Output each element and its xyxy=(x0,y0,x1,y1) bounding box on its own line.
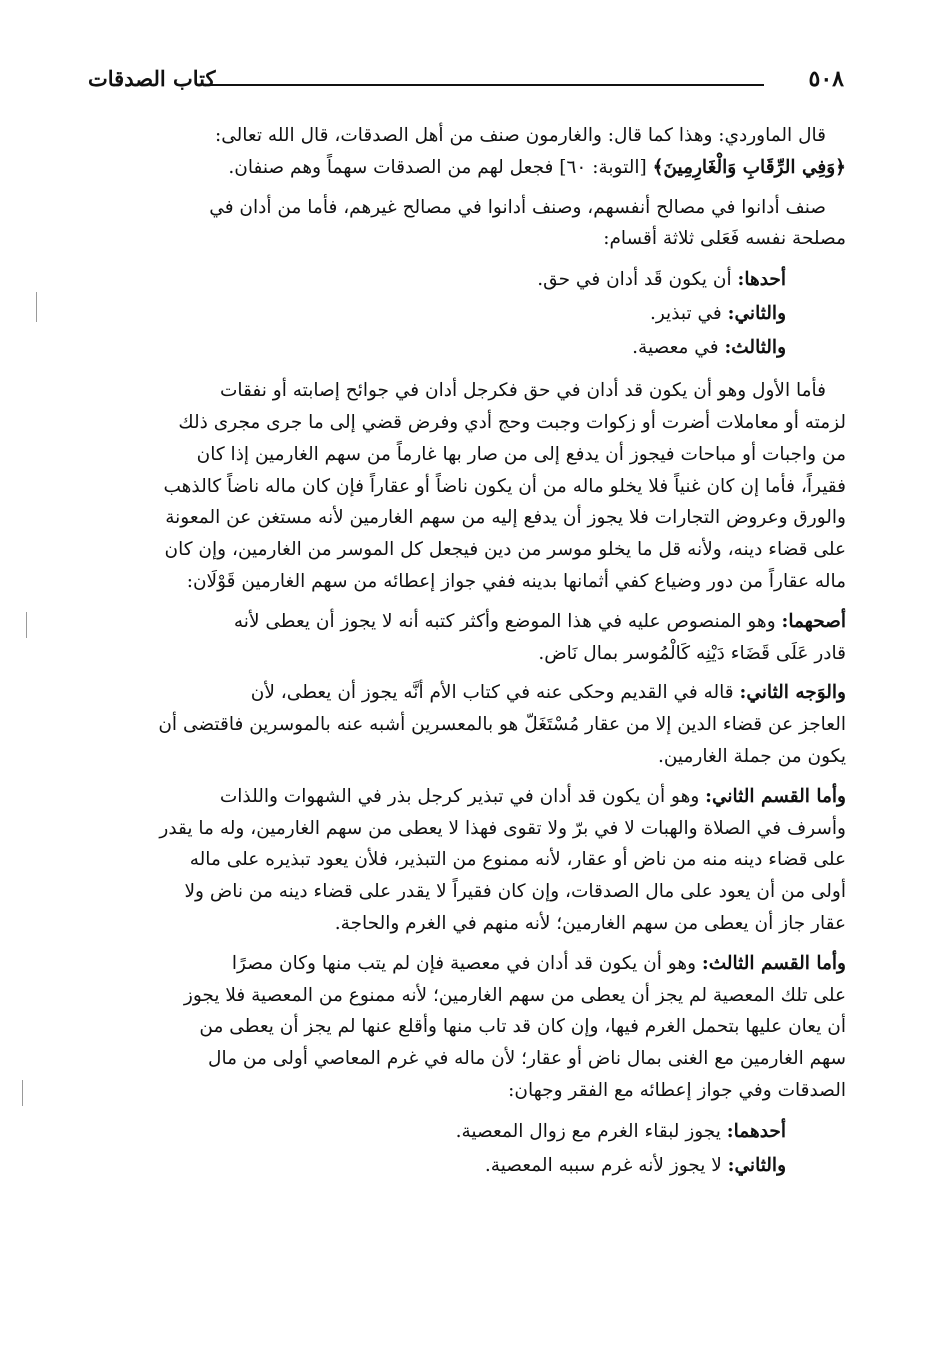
text-run: وهو أن يكون قد أدان في معصية فإن لم يتب منها وكان مصرًا xyxy=(231,952,702,974)
text-run: [التوبة: ٦٠] فجعل لهم من الصدقات سهماً وهم صنفان. xyxy=(228,156,653,178)
list-label: والثالث: xyxy=(724,337,786,359)
text-line xyxy=(92,781,846,813)
text-line: العاجز عن قضاء الدين إلا من عقار مُسْتَغَلّ هو بالمعسرين أشبه عنه بالموسرين فاقتضى أن xyxy=(158,714,846,736)
list-item xyxy=(92,297,846,331)
text-line: الصدقات وفي جواز إعطائه مع الفقر وجهان: xyxy=(508,1079,846,1101)
page-number: ٥٠٨ xyxy=(808,66,844,92)
paragraph-label: وأما القسم الثالث: xyxy=(701,952,846,974)
paragraph-second-case xyxy=(92,781,846,940)
paragraph-intro xyxy=(92,120,846,184)
text-line: أن يعان عليها بتحمل الغرم فيها، وإن كان قد تاب منها وأقلع عنها لم يجز أن يعطى من xyxy=(199,1016,846,1038)
text-line: سهم الغارمين مع الغنى بمال ناض أو عقار؛ لأن ماله في غرم المعاصي أولى من مال xyxy=(208,1048,846,1070)
paragraph-first-case xyxy=(92,375,846,598)
text-line: فقيراً، فأما إن كان غنياً فلا يخلو ماله من أن يكون ناضاً أو عقاراً فإن كان ماله ناضاً كالذهب xyxy=(163,475,846,497)
text-line: والورق وعروض التجارات فلا يجوز أن يدفع إليه من سهم الغارمين لأنه مستغن عن المعونة xyxy=(165,507,846,529)
text-run: وهو أن يكون قد أدان في تبذير كرجل بذر في الشهوات واللذات xyxy=(219,785,706,807)
text-line: قادر عَلَى قَضَاء دَيْنِه كَالْمُوسر بمال نَاض. xyxy=(538,642,846,664)
list-item xyxy=(92,331,846,365)
margin-mark xyxy=(36,292,37,322)
list-item xyxy=(92,263,846,297)
text-run: قاله في القديم وحكى عنه في كتاب الأم أنَّه يجوز أن يعطى، لأن xyxy=(250,682,740,704)
paragraph-third-case xyxy=(92,948,846,1107)
text-line: من واجبات أو مباحات فيجوز أن يدفع إلى من صار بها غارماً من سهم الغارمين إذا كان xyxy=(196,443,846,465)
paragraph-label: والوَجه الثاني: xyxy=(739,682,846,704)
text-line: لزمته أو معاملات أضرت أو زكوات وجبت وحج أدي وفرض قضي إلى ما جرى مجرى ذلك xyxy=(178,411,846,433)
text-line: أولى من أن يعود على مال الصدقات، وإن كان فقيراً لا يقدر على قضاء دينه من ناض ولا xyxy=(184,881,846,903)
list-label: والثاني: xyxy=(727,303,786,325)
list-text: في تبذير. xyxy=(649,303,728,325)
list-label: والثاني: xyxy=(727,1154,786,1176)
text-line: وأسرف في الصلاة والهبات لا في برّ ولا تقوى فهذا لا يعطى من سهم الغارمين، وله ما يقدر xyxy=(159,817,846,839)
text-line xyxy=(92,948,846,980)
paragraph-types xyxy=(92,192,846,256)
text-line: يكون من جملة الغارمين. xyxy=(657,745,846,767)
list-label: أحدها: xyxy=(737,269,786,291)
list-text: لا يجوز لأنه غرم سببه المعصية. xyxy=(484,1154,728,1176)
text-line: على تلك المعصية لم يجز أن يعطى من سهم الغارمين؛ لأنه ممنوع من المعصية فلا يجوز xyxy=(183,984,846,1006)
paragraph-label: أصحهما: xyxy=(781,610,846,632)
text-line: قال الماوردي: وهذا كما قال: والغارمون صنف من أهل الصدقات، قال الله تعالى: xyxy=(215,125,826,146)
header-rule xyxy=(204,84,764,86)
text-line: ماله عقاراً من دور وضياع كفي أثمانها بدينه ففي جواز إعطائه من سهم الغارمين قَوْلَان: xyxy=(186,570,846,592)
text-line: فأما الأول وهو أن يكون قد أدان في حق فكرجل أدان في جوائح إصابته أو نفقات xyxy=(219,380,826,402)
text-line: عقار جاز أن يعطى من سهم الغارمين؛ لأنه منهم في الغرم والحاجة. xyxy=(334,912,846,934)
paragraph-sounder-view xyxy=(92,606,846,670)
paragraph-second-view xyxy=(92,677,846,772)
margin-mark xyxy=(22,1080,23,1106)
text-line: صنف أدانوا في مصالح أنفسهم، وصنف أدانوا في مصالح غيرهم، فأما من أدان في xyxy=(209,196,826,218)
text-line xyxy=(92,677,846,709)
list-text: في معصية. xyxy=(632,337,725,359)
opinion-list xyxy=(92,1115,846,1183)
running-header xyxy=(88,62,850,102)
text-line: على قضاء دينه منه من ناض أو عقار، لأنه ممنوع من التبذير، فلأن يعود تبذيره على ماله xyxy=(189,849,846,871)
chapter-title: كتاب الصدقات xyxy=(88,66,216,91)
text-line xyxy=(92,152,846,184)
margin-mark xyxy=(26,612,27,638)
text-line xyxy=(92,606,846,638)
category-list xyxy=(92,263,846,365)
quran-verse: ﴿وَفِي الرِّقَابِ وَالْغَارِمِينَ﴾ xyxy=(652,156,846,178)
list-text: يجوز لبقاء الغرم مع زوال المعصية. xyxy=(455,1120,727,1142)
page-body xyxy=(92,120,846,1193)
list-text: أن يكون قَد أدان في حق. xyxy=(537,269,738,291)
text-line: مصلحة نفسه فَعَلى ثلاثة أقسام: xyxy=(603,228,846,250)
text-line: على قضاء دينه، ولأنه قل ما يخلو موسر من دين فيجعل كل الموسر من الغارمين، وإن كان xyxy=(164,539,846,561)
paragraph-label: وأما القسم الثاني: xyxy=(705,785,846,807)
text-run: وهو المنصوص عليه في هذا الموضع وأكثر كتبه أنه لا يجوز أن يعطى لأنه xyxy=(233,610,782,632)
list-label: أحدهما: xyxy=(726,1120,786,1142)
list-item xyxy=(92,1149,846,1183)
list-item xyxy=(92,1115,846,1149)
